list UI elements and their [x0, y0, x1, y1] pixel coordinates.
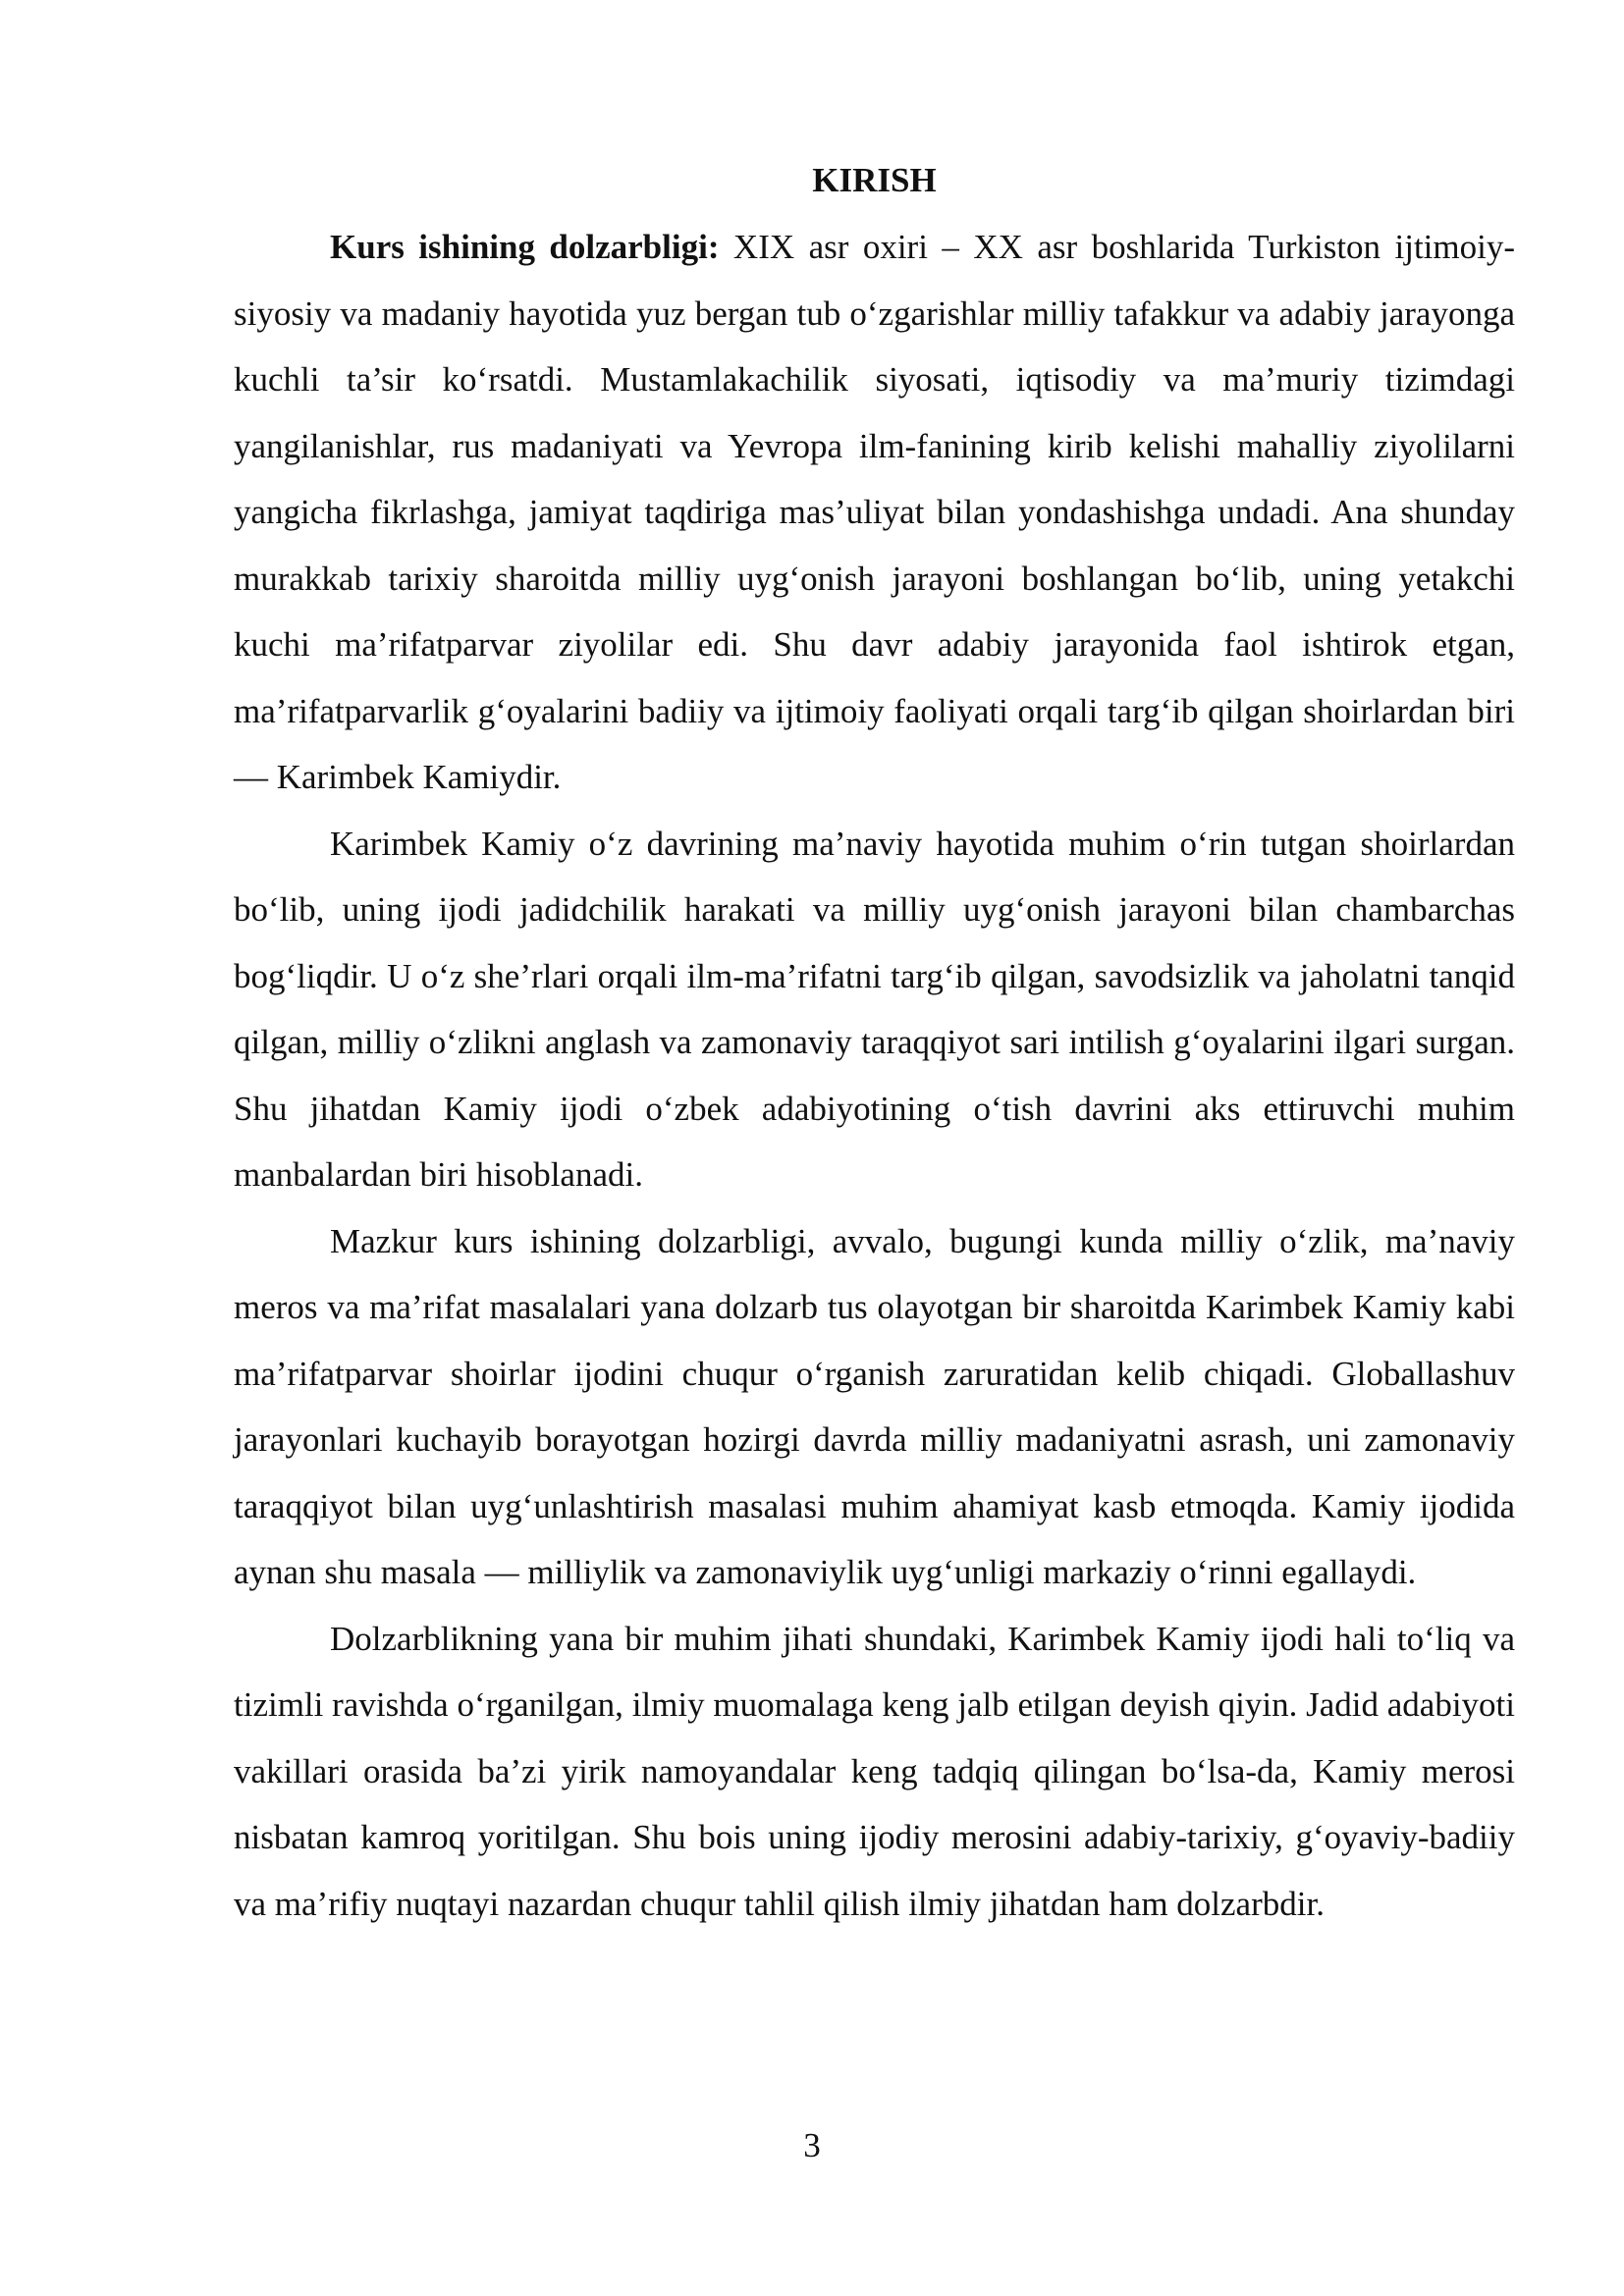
intro-text: XIX asr oxiri – XX asr boshlarida Turkiston ijtimoiy-siyosiy va madaniy hayotida yuz bergan tub o‘zgarishlar milliy tafakkur va adabiy jarayonga kuchli ta’sir ko‘rsatdi. Mustamlakachilik siyosati, iqtisodiy va ma’muriy tizimdagi yangilanishlar, rus madaniyati va Yevropa ilm-fanining kirib kelishi mahalliy ziyolilarni yangicha fikrlashga, jamiyat taqdiriga mas’uliyat bilan yondashishga undadi. Ana shunday murakkab tarixiy sharoitda milliy uyg‘onish jarayoni boshlangan bo‘lib, uning yetakchi kuchi ma’rifatparvar ziyolilar edi. Shu davr adabiy jarayonida faol ishtirok etgan, ma’rifatparvarlik g‘oyalarini badiiy va ijtimoiy faoliyati orqali targ‘ib qilgan shoirlardan biri — Karimbek Kamiydir.: [234, 228, 1515, 796]
section-heading: KIRISH: [812, 161, 937, 199]
page-number: 3: [803, 2126, 821, 2164]
paragraph-2: Karimbek Kamiy o‘z davrining ma’naviy hayotida muhim o‘rin tutgan shoirlardan bo‘lib, uning ijodi jadidchilik harakati va milliy uyg‘onish jarayoni bilan chambarchas bog‘liqdir. U o‘z she’rlari orqali ilm-ma’rifatni targ‘ib qilgan, savodsizlik va jaholatni tanqid qilgan, milliy o‘zlikni anglash va zamonaviy taraqqiyot sari intilish g‘oyalarini ilgari surgan. Shu jihatdan Kamiy ijodi o‘zbek adabiyotining o‘tish davrini aks ettiruvchi muhim manbalardan biri hisoblanadi.: [234, 824, 1515, 1194]
paragraph-intro: [234, 214, 1515, 811]
paragraph-3: Mazkur kurs ishining dolzarbligi, avvalo, bugungi kunda milliy o‘zlik, ma’naviy meros va ma’rifat masalalari yana dolzarb tus olayotgan bir sharoitda Karimbek Kamiy kabi ma’rifatparvar shoirlar ijodini chuqur o‘rganish zaruratidan kelib chiqadi. Globallashuv jarayonlari kuchayib borayotgan hozirgi davrda milliy madaniyatni asrash, uni zamonaviy taraqqiyot bilan uyg‘unlashtirish masalasi muhim ahamiyat kasb etmoqda. Kamiy ijodida aynan shu masala — milliylik va zamonaviylik uyg‘unligi markaziy o‘rinni egallaydi.: [234, 1221, 1515, 1591]
intro-lead: Kurs ishining dolzarbligi:: [330, 228, 720, 266]
document-page: [234, 147, 1515, 1937]
paragraph-4: Dolzarblikning yana bir muhim jihati shundaki, Karimbek Kamiy ijodi hali to‘liq va tizimli ravishda o‘rganilgan, ilmiy muomalaga keng jalb etilgan deyish qiyin. Jadid adabiyoti vakillari orasida ba’zi yirik namoyandalar keng tadqiq qilingan bo‘lsa-da, Kamiy merosi nisbatan kamroq yoritilgan. Shu bois uning ijodiy merosini adabiy-tarixiy, g‘oyaviy-badiiy va ma’rifiy nuqtayi nazardan chuqur tahlil qilish ilmiy jihatdan ham dolzarbdir.: [234, 1619, 1515, 1923]
